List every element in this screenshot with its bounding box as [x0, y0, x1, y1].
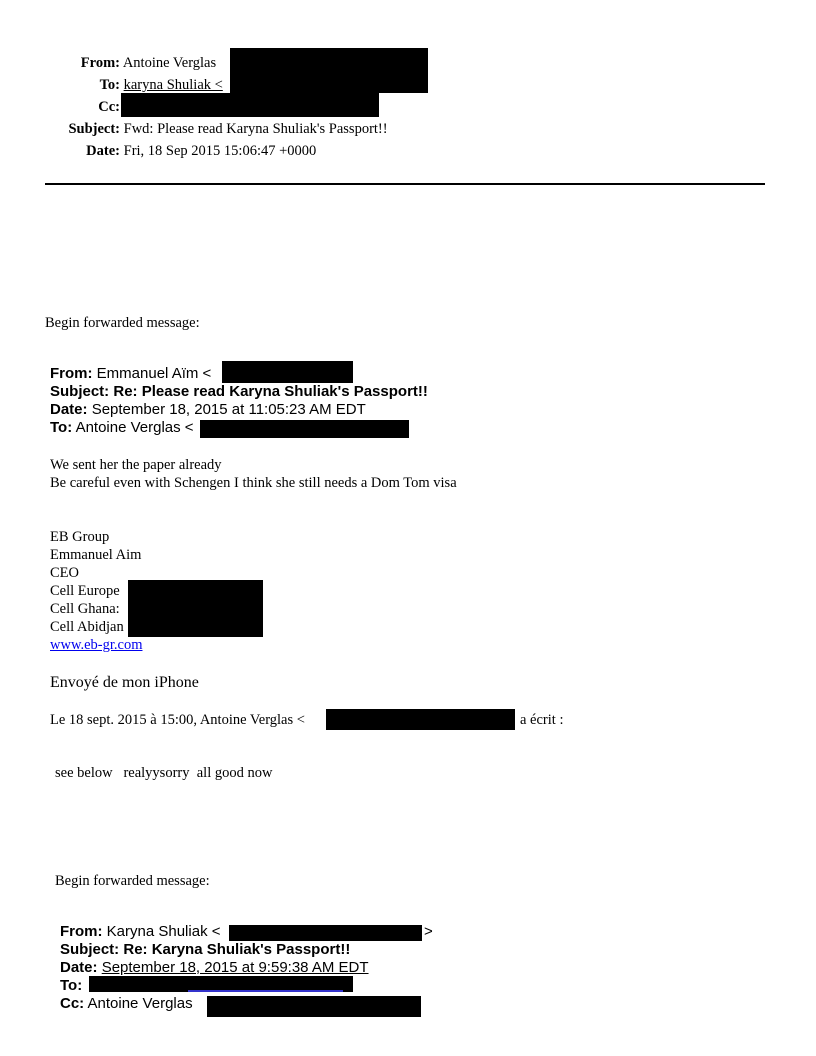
forward1-date-row: [50, 401, 366, 419]
forward2-to-link-underline: [188, 990, 343, 992]
redaction-forward2-from: [229, 925, 422, 941]
forward1-date-label: Date:: [50, 401, 88, 418]
redaction-quote-email: [326, 709, 515, 730]
header-from-value: Antoine Verglas: [122, 55, 217, 71]
forward2-date-value: September 18, 2015 at 9:59:38 AM EDT: [101, 959, 369, 976]
forward1-to-row: [50, 419, 194, 437]
header-to-label: To:: [99, 77, 120, 93]
signature-cell-ghana: Cell Ghana:: [50, 601, 120, 617]
forward2-subject-value: Re: Karyna Shuliak's Passport!!: [123, 941, 351, 958]
quote-suffix: a écrit :: [520, 712, 564, 728]
header-subject-row: [0, 120, 388, 138]
header-subject-value: Fwd: Please read Karyna Shuliak's Passport!!: [123, 121, 388, 137]
redaction-forward1-from: [222, 361, 353, 383]
forward2-date-row: [60, 959, 369, 977]
forward1-to-label: To:: [50, 419, 73, 436]
quote-prefix: Le 18 sept. 2015 à 15:00, Antoine Verglas <: [50, 712, 305, 728]
redaction-forward1-to: [200, 420, 409, 438]
header-date-label: Date:: [86, 143, 120, 159]
forward2-cc-row: [60, 995, 193, 1013]
header-date-value: Fri, 18 Sep 2015 15:06:47 +0000: [123, 143, 317, 159]
redaction-forward2-cc: [207, 996, 421, 1017]
signature-website-row: [50, 636, 142, 654]
forward2-cc-value: Antoine Verglas: [87, 995, 193, 1012]
signature-cell-europe: Cell Europe: [50, 583, 120, 599]
header-from-label: From:: [80, 55, 120, 71]
forward1-from-value: Emmanuel Aïm <: [96, 365, 212, 382]
header-to-value: karyna Shuliak <: [123, 77, 223, 93]
redaction-header-cc: [121, 93, 379, 117]
header-subject-label: Subject:: [68, 121, 120, 137]
header-cc-label: Cc:: [98, 99, 120, 115]
signature-cell-abidjan: Cell Abidjan: [50, 619, 124, 635]
forward1-from-label: From:: [50, 365, 93, 382]
forward2-from-label: From:: [60, 923, 103, 940]
forward2-subject-row: [60, 941, 350, 959]
signature-name: Emmanuel Aim: [50, 547, 142, 563]
header-to-row: [0, 76, 223, 94]
forward1-date-value: September 18, 2015 at 11:05:23 AM EDT: [91, 401, 366, 418]
forward1-subject-row: [50, 383, 428, 401]
quote-intro: Begin forwarded message:: [55, 873, 210, 889]
signature-title: CEO: [50, 565, 79, 581]
redaction-signature-phones: [128, 580, 263, 637]
forward2-from-value: Karyna Shuliak <: [106, 923, 221, 940]
body1-line1: We sent her the paper already: [50, 457, 222, 473]
redaction-header-from: [230, 48, 428, 93]
forward1-subject-label: Subject:: [50, 383, 110, 400]
forward2-from-row: [60, 923, 221, 941]
signature-website-link[interactable]: www.eb-gr.com: [50, 637, 143, 653]
header-from-row: [0, 54, 216, 72]
forward2-from-close: >: [424, 923, 433, 940]
forward1-intro: Begin forwarded message:: [45, 315, 200, 331]
signature-company: EB Group: [50, 529, 110, 545]
body1-line2: Be careful even with Schengen I think she still needs a Dom Tom visa: [50, 475, 457, 491]
forward2-cc-label: Cc:: [60, 995, 85, 1012]
forward2-date-label: Date:: [60, 959, 98, 976]
quote-body: see below realyysorry all good now: [55, 765, 273, 781]
signature-sent-from: Envoyé de mon iPhone: [50, 674, 199, 691]
forward2-to-row: [60, 977, 82, 995]
forward2-to-label: To:: [60, 977, 83, 994]
header-divider: [45, 183, 765, 185]
header-date-row: [0, 142, 316, 160]
forward1-from-row: [50, 365, 211, 383]
header-cc-row: [0, 98, 120, 116]
forward1-subject-value: Re: Please read Karyna Shuliak's Passport!!: [113, 383, 428, 400]
forward2-subject-label: Subject:: [60, 941, 120, 958]
forward1-to-value: Antoine Verglas <: [75, 419, 194, 436]
